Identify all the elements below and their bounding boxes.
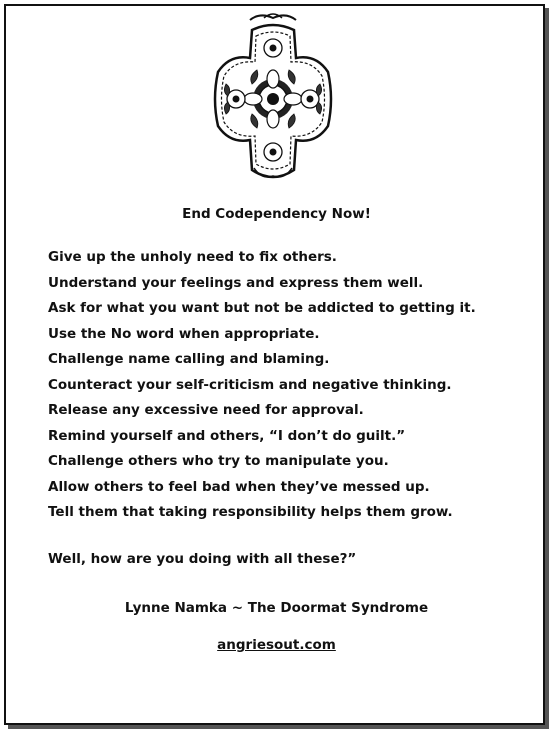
list-item: Tell them that taking responsibility helps them grow. [48,504,453,520]
list-item: Remind yourself and others, “I don’t do guilt.” [48,427,406,444]
page-title: End Codependency Now! [182,206,371,222]
list-item: Use the No word when appropriate. [48,325,320,342]
list-item: Ask for what you want but not be addicted to getting it. [48,300,476,316]
website-link-container [0,634,553,653]
list-item: Challenge others who try to manipulate you. [48,453,389,469]
list-item: Allow others to feel bad when they’ve messed up. [48,478,430,495]
list-item: Understand your feelings and express them well. [48,274,424,291]
list-item: Counteract your self-criticism and negative thinking. [48,376,452,393]
closing-question: Well, how are you doing with all these?” [48,551,357,567]
list-item: Challenge name calling and blaming. [48,351,330,367]
list-item: Give up the unholy need to fix others. [48,249,337,265]
website-link[interactable]: angriesout.com [217,637,336,653]
author-credit: Lynne Namka ~ The Doormat Syndrome [124,600,429,616]
floral-cross-ornament-icon [212,10,334,188]
list-item: Release any excessive need for approval. [48,402,364,418]
advice-list [48,248,476,529]
